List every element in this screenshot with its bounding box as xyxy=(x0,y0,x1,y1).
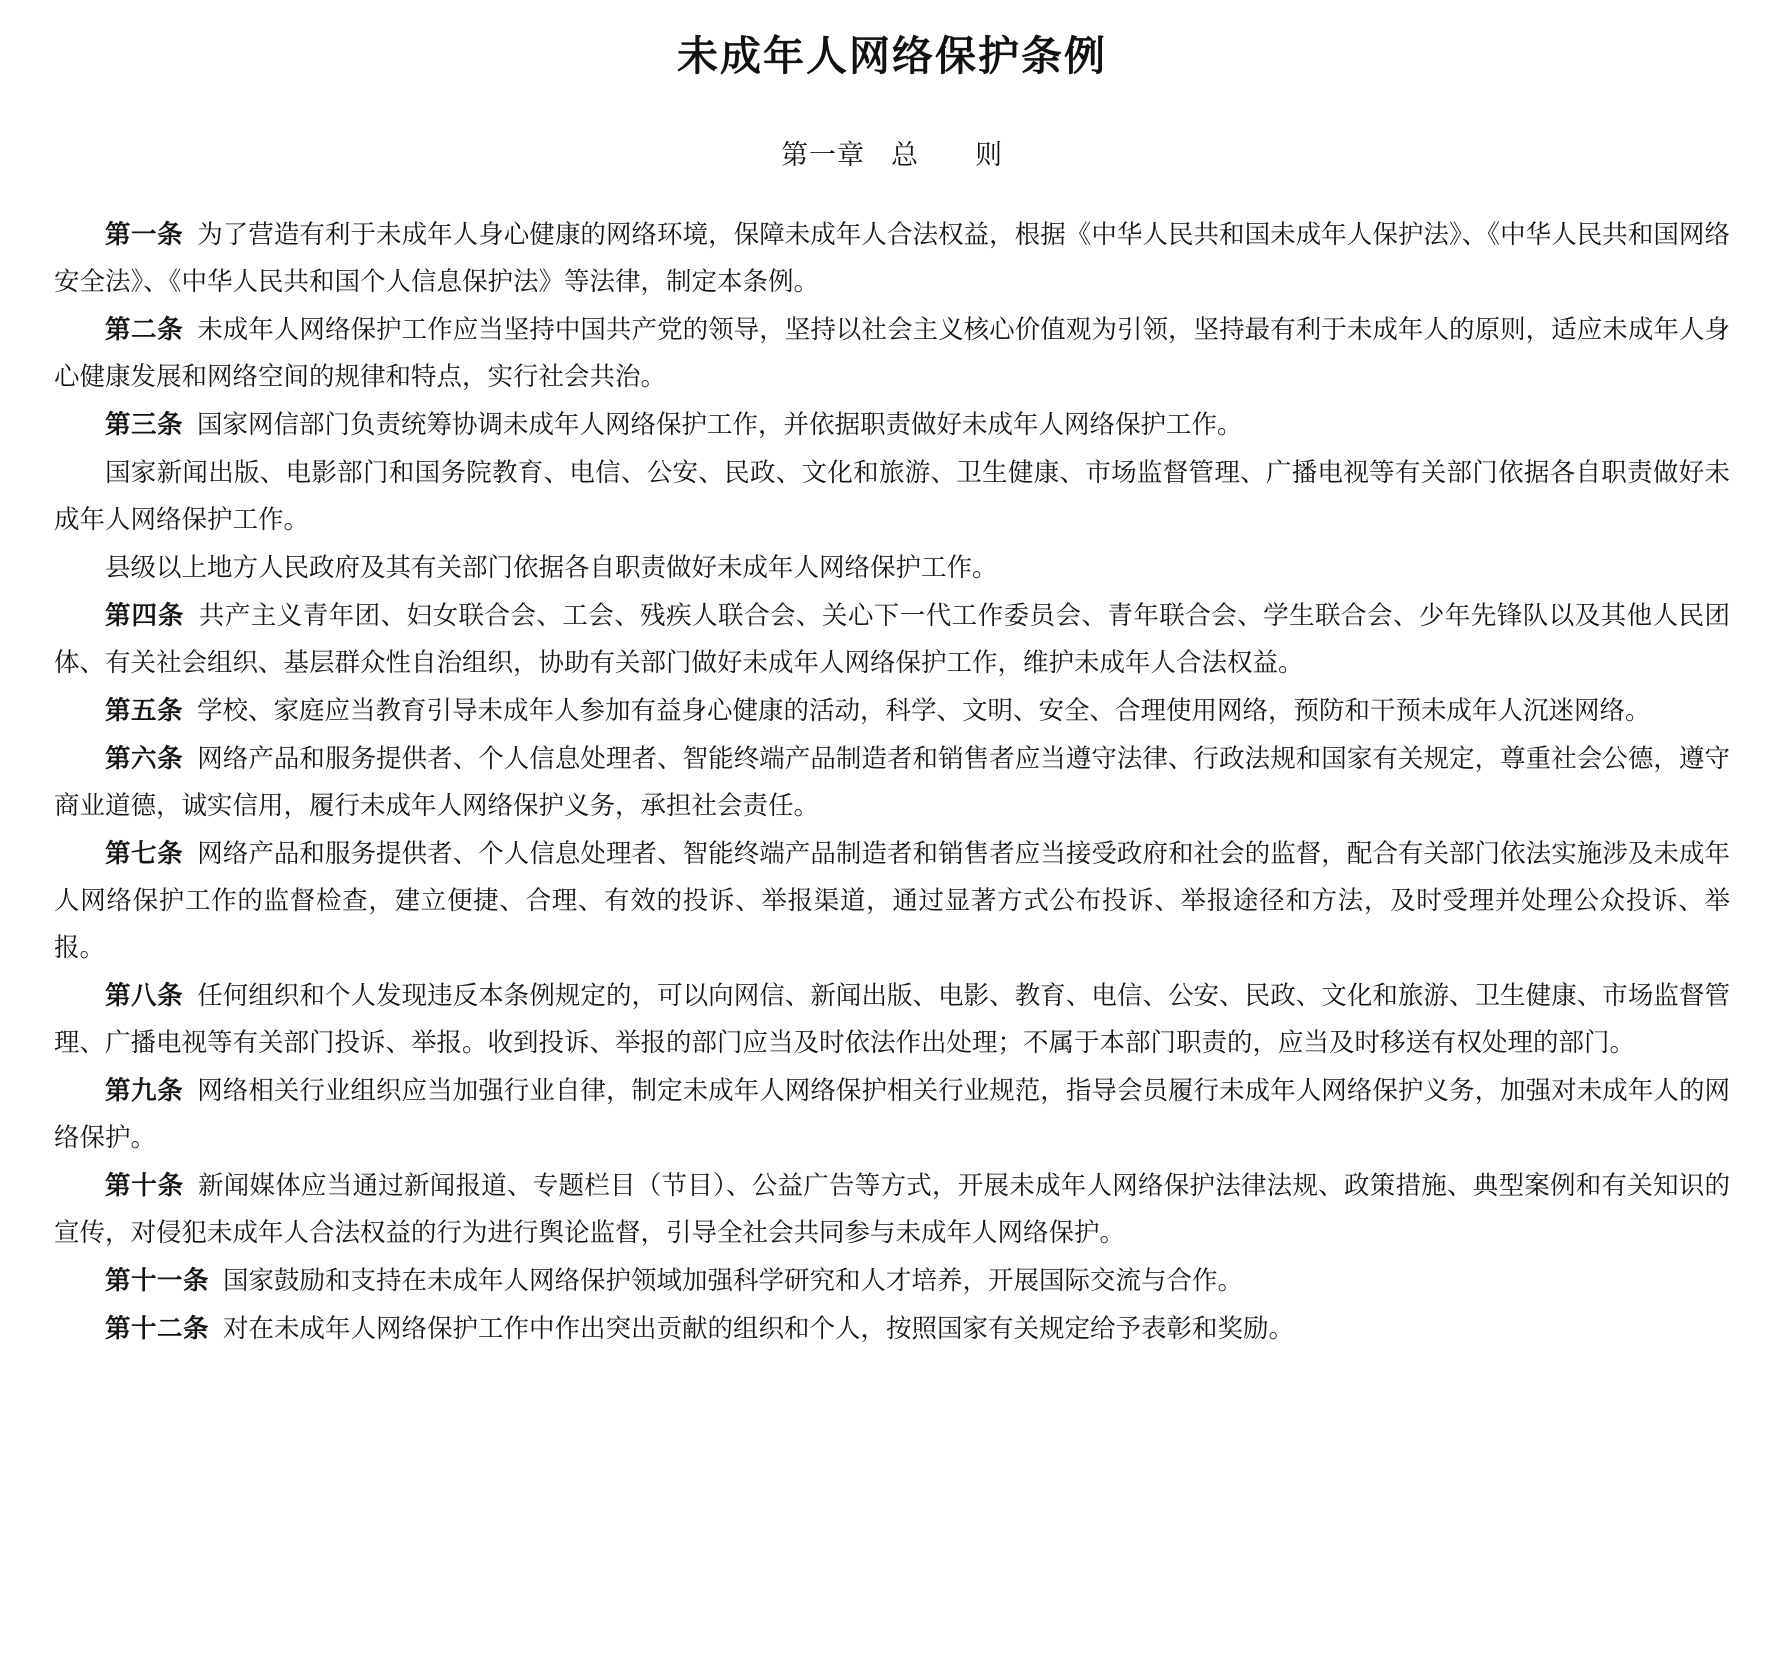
article-paragraph xyxy=(54,736,1730,830)
article-label: 第五条 xyxy=(105,696,184,727)
article-text: 县级以上地方人民政府及其有关部门依据各自职责做好未成年人网络保护工作。 xyxy=(105,553,998,584)
article-paragraph xyxy=(54,973,1730,1067)
chapter-heading xyxy=(54,133,1730,172)
article-text: 任何组织和个人发现违反本条例规定的，可以向网信、新闻出版、电影、教育、电信、公安、民政、文化和旅游、卫生健康、市场监督管理、广播电视等有关部门投诉、举报。收到投诉、举报的部门应当及时依法作出处理；不属于本部门职责的，应当及时移送有权处理的部门。 xyxy=(54,981,1730,1059)
chapter-number: 第一章 xyxy=(781,140,865,172)
article-label: 第一条 xyxy=(105,220,184,251)
article-label: 第八条 xyxy=(105,981,184,1012)
article-label: 第三条 xyxy=(105,410,184,441)
page-title: 未成年人网络保护条例 xyxy=(677,32,1107,80)
article-text: 为了营造有利于未成年人身心健康的网络环境，保障未成年人合法权益，根据《中华人民共和国未成年人保护法》、《中华人民共和国网络安全法》、《中华人民共和国个人信息保护法》等法律，制定本条例。 xyxy=(54,220,1730,298)
article-paragraph xyxy=(54,1163,1730,1257)
article-label: 第十一条 xyxy=(105,1266,210,1297)
article-label: 第四条 xyxy=(105,601,185,632)
article-paragraph xyxy=(54,212,1730,306)
article-text: 网络产品和服务提供者、个人信息处理者、智能终端产品制造者和销售者应当遵守法律、行政法规和国家有关规定，尊重社会公德，遵守商业道德，诚实信用，履行未成年人网络保护义务，承担社会责任。 xyxy=(54,744,1730,822)
article-paragraph xyxy=(54,1068,1730,1162)
article-label: 第九条 xyxy=(105,1076,184,1107)
article-paragraph xyxy=(54,688,1730,735)
article-paragraph xyxy=(54,307,1730,401)
article-text: 国家新闻出版、电影部门和国务院教育、电信、公安、民政、文化和旅游、卫生健康、市场监督管理、广播电视等有关部门依据各自职责做好未成年人网络保护工作。 xyxy=(54,458,1730,536)
article-text: 新闻媒体应当通过新闻报道、专题栏目（节目）、公益广告等方式，开展未成年人网络保护法律法规、政策措施、典型案例和有关知识的宣传，对侵犯未成年人合法权益的行为进行舆论监督，引导全社会共同参与未成年人网络保护。 xyxy=(54,1171,1730,1249)
article-paragraph xyxy=(54,1258,1730,1305)
article-paragraph-continuation xyxy=(54,545,1730,592)
article-label: 第十条 xyxy=(105,1171,184,1202)
article-text: 未成年人网络保护工作应当坚持中国共产党的领导，坚持以社会主义核心价值观为引领，坚持最有利于未成年人的原则，适应未成年人身心健康发展和网络空间的规律和特点，实行社会共治。 xyxy=(54,315,1730,393)
article-text: 网络产品和服务提供者、个人信息处理者、智能终端产品制造者和销售者应当接受政府和社会的监督，配合有关部门依法实施涉及未成年人网络保护工作的监督检查，建立便捷、合理、有效的投诉、举报渠道，通过显著方式公布投诉、举报途径和方法，及时受理并处理公众投诉、举报。 xyxy=(54,839,1730,964)
article-text: 学校、家庭应当教育引导未成年人参加有益身心健康的活动，科学、文明、安全、合理使用网络，预防和干预未成年人沉迷网络。 xyxy=(197,696,1651,727)
article-label: 第十二条 xyxy=(105,1314,210,1345)
chapter-name: 总 则 xyxy=(891,140,1003,172)
article-list xyxy=(54,212,1730,1353)
article-label: 第七条 xyxy=(105,839,184,870)
article-label: 第六条 xyxy=(105,744,184,775)
article-text: 共产主义青年团、妇女联合会、工会、残疾人联合会、关心下一代工作委员会、青年联合会、学生联合会、少年先锋队以及其他人民团体、有关社会组织、基层群众性自治组织，协助有关部门做好未成年人网络保护工作，维护未成年人合法权益。 xyxy=(54,601,1730,679)
article-text: 国家鼓励和支持在未成年人网络保护领域加强科学研究和人才培养，开展国际交流与合作。 xyxy=(223,1266,1244,1297)
article-paragraph xyxy=(54,593,1730,687)
article-text: 网络相关行业组织应当加强行业自律，制定未成年人网络保护相关行业规范，指导会员履行未成年人网络保护义务，加强对未成年人的网络保护。 xyxy=(54,1076,1730,1154)
article-text: 国家网信部门负责统筹协调未成年人网络保护工作，并依据职责做好未成年人网络保护工作。 xyxy=(197,410,1243,441)
article-paragraph xyxy=(54,402,1730,449)
article-text: 对在未成年人网络保护工作中作出突出贡献的组织和个人，按照国家有关规定给予表彰和奖励。 xyxy=(223,1314,1295,1345)
article-paragraph xyxy=(54,1306,1730,1353)
article-paragraph xyxy=(54,831,1730,972)
article-paragraph-continuation xyxy=(54,450,1730,544)
article-label: 第二条 xyxy=(105,315,184,346)
